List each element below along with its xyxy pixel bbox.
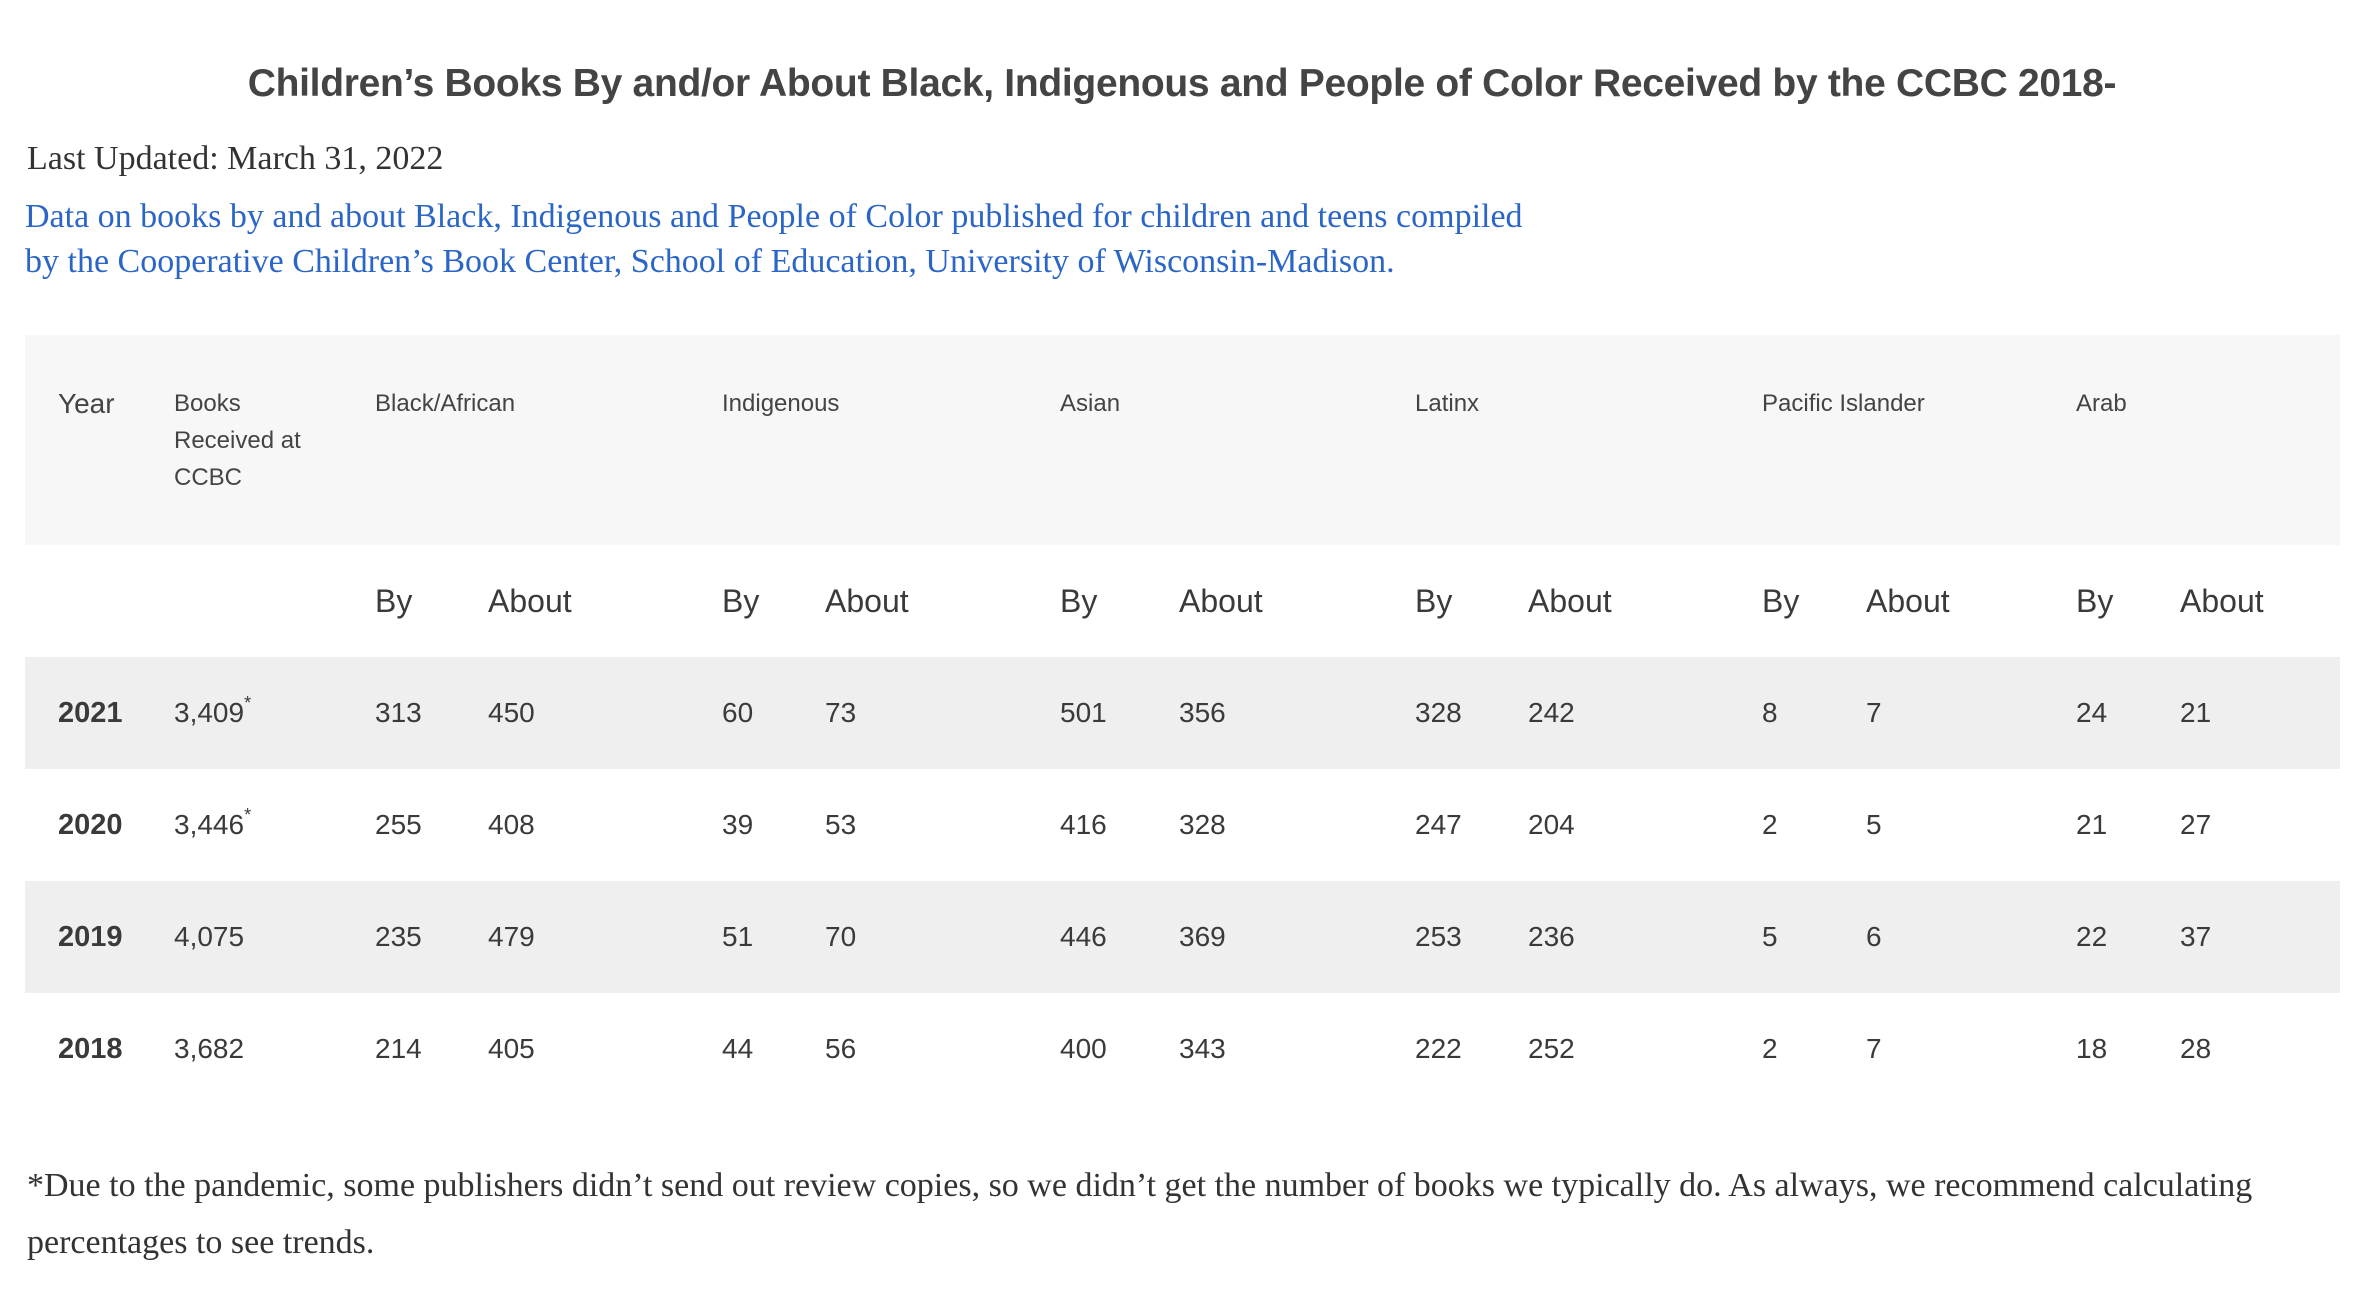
value-cell: 242 <box>1528 697 1575 728</box>
value-cell: 51 <box>722 921 754 952</box>
table-subheader-row <box>25 545 2340 657</box>
value-cell: 328 <box>1415 697 1462 728</box>
column-header-asian: Asian <box>1060 390 1121 417</box>
year-cell: 2018 <box>58 1032 123 1065</box>
value-cell: 28 <box>2180 1033 2212 1064</box>
value-cell: 255 <box>375 809 422 840</box>
value-cell: 400 <box>1060 1033 1107 1064</box>
footnote-asterisk: * <box>244 693 252 713</box>
value-cell: 7 <box>1866 697 1882 728</box>
received-value: 4,075 <box>174 921 245 952</box>
value-cell: 24 <box>2076 697 2108 728</box>
value-cell: 27 <box>2180 809 2212 840</box>
received-cell <box>174 657 375 769</box>
value-cell: 7 <box>1866 1033 1882 1064</box>
value-cell: 236 <box>1528 921 1575 952</box>
subheader-by: By <box>1762 582 1800 619</box>
value-cell: 21 <box>2180 697 2212 728</box>
value-cell: 501 <box>1060 697 1107 728</box>
value-cell: 6 <box>1866 921 1882 952</box>
received-cell <box>174 769 375 881</box>
value-cell: 204 <box>1528 809 1575 840</box>
value-cell: 408 <box>488 809 535 840</box>
column-header-latinx: Latinx <box>1415 390 1480 417</box>
value-cell: 22 <box>2076 921 2108 952</box>
subheader-empty <box>174 545 375 657</box>
subheader-by: By <box>375 582 413 619</box>
value-cell: 479 <box>488 921 535 952</box>
subheader-empty <box>25 545 174 657</box>
column-header-books-received: Books Received at CCBC <box>174 390 301 491</box>
subheader-by: By <box>2076 582 2114 619</box>
value-cell: 214 <box>375 1033 422 1064</box>
value-cell: 450 <box>488 697 535 728</box>
value-cell: 222 <box>1415 1033 1462 1064</box>
value-cell: 44 <box>722 1033 754 1064</box>
footnote-asterisk: * <box>244 805 252 825</box>
received-cell <box>174 881 375 993</box>
value-cell: 313 <box>375 697 422 728</box>
year-cell: 2019 <box>58 920 123 953</box>
table-header-row <box>25 335 2340 545</box>
value-cell: 37 <box>2180 921 2212 952</box>
column-header-year: Year <box>58 388 115 419</box>
subheader-about: About <box>825 582 909 619</box>
value-cell: 53 <box>825 809 857 840</box>
page-title: Children’s Books By and/or About Black, Indigenous and People of Color Received by the CCBC 2018- <box>247 62 2117 105</box>
table-row <box>25 769 2340 881</box>
value-cell: 253 <box>1415 921 1462 952</box>
value-cell: 73 <box>825 697 857 728</box>
description-link[interactable]: Data on books by and about Black, Indigenous and People of Color published for children and teens compiled by the Cooperative Children’s Book Center, School of Education, University of Wisconsin-Madison. <box>25 198 1523 280</box>
year-cell: 2020 <box>58 808 123 841</box>
subheader-by: By <box>722 582 760 619</box>
table-row <box>25 881 2340 993</box>
value-cell: 235 <box>375 921 422 952</box>
value-cell: 18 <box>2076 1033 2108 1064</box>
value-cell: 405 <box>488 1033 535 1064</box>
subheader-about: About <box>488 582 572 619</box>
received-cell <box>174 993 375 1105</box>
received-value: 3,409 <box>174 697 245 728</box>
subheader-by: By <box>1415 582 1453 619</box>
value-cell: 21 <box>2076 809 2108 840</box>
value-cell: 247 <box>1415 809 1462 840</box>
subheader-by: By <box>1060 582 1098 619</box>
value-cell: 2 <box>1762 1033 1778 1064</box>
value-cell: 70 <box>825 921 857 952</box>
value-cell: 56 <box>825 1033 857 1064</box>
table-row <box>25 657 2340 769</box>
subheader-about: About <box>1179 582 1263 619</box>
column-header-arab: Arab <box>2076 390 2127 417</box>
value-cell: 356 <box>1179 697 1226 728</box>
subheader-about: About <box>1528 582 1612 619</box>
value-cell: 60 <box>722 697 754 728</box>
value-cell: 39 <box>722 809 754 840</box>
column-header-indigenous: Indigenous <box>722 390 840 417</box>
value-cell: 343 <box>1179 1033 1226 1064</box>
value-cell: 252 <box>1528 1033 1575 1064</box>
value-cell: 446 <box>1060 921 1107 952</box>
last-updated-text: Last Updated: March 31, 2022 <box>27 140 444 177</box>
value-cell: 8 <box>1762 697 1778 728</box>
footnote-text: *Due to the pandemic, some publishers didn’t send out review copies, so we didn’t get the number of books we typically do. As always, we recommend calculating percentages to see trends. <box>27 1167 2253 1261</box>
books-data-table <box>25 335 2340 1105</box>
value-cell: 2 <box>1762 809 1778 840</box>
subheader-about: About <box>1866 582 1950 619</box>
column-header-black-african: Black/African <box>375 390 516 417</box>
table-row <box>25 993 2340 1105</box>
value-cell: 5 <box>1866 809 1882 840</box>
received-value: 3,446 <box>174 809 245 840</box>
column-header-pacific-islander: Pacific Islander <box>1762 390 1925 417</box>
value-cell: 328 <box>1179 809 1226 840</box>
value-cell: 416 <box>1060 809 1107 840</box>
value-cell: 369 <box>1179 921 1226 952</box>
value-cell: 5 <box>1762 921 1778 952</box>
subheader-about: About <box>2180 582 2264 619</box>
received-value: 3,682 <box>174 1033 245 1064</box>
year-cell: 2021 <box>58 696 123 729</box>
